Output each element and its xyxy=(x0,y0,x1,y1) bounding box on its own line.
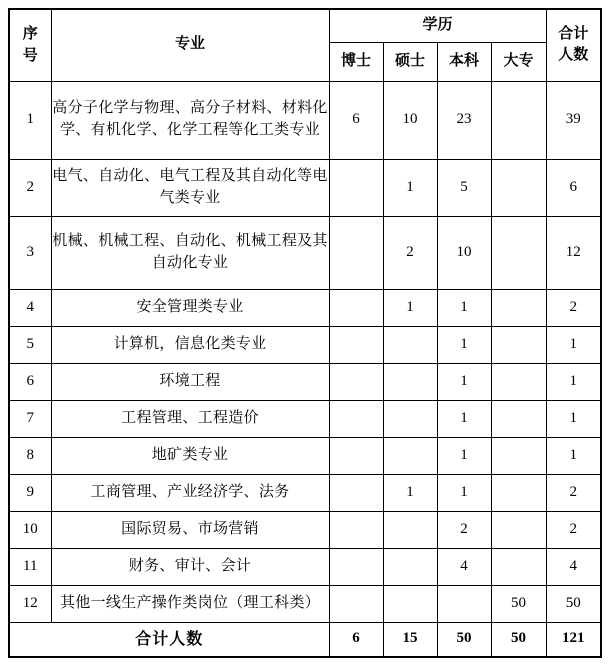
phd-count-cell xyxy=(329,511,383,548)
row-number-cell: 11 xyxy=(9,548,51,585)
total-count-cell: 1 xyxy=(546,326,601,363)
college-count-cell xyxy=(491,474,546,511)
master-count-cell xyxy=(383,585,437,622)
phd-count-cell xyxy=(329,326,383,363)
row-number-cell: 9 xyxy=(9,474,51,511)
row-number-cell: 1 xyxy=(9,81,51,159)
table-row xyxy=(9,474,601,511)
master-count-cell xyxy=(383,548,437,585)
bachelor-count-cell: 5 xyxy=(437,159,491,216)
specialty-cell: 安全管理类专业 xyxy=(51,289,329,326)
specialty-cell: 工程管理、工程造价 xyxy=(51,400,329,437)
header-row-1 xyxy=(9,9,601,42)
college-count-cell xyxy=(491,326,546,363)
master-count-cell xyxy=(383,511,437,548)
phd-count-cell xyxy=(329,159,383,216)
bachelor-count-cell: 1 xyxy=(437,474,491,511)
table-row xyxy=(9,216,601,289)
row-number-cell: 12 xyxy=(9,585,51,622)
specialty-cell: 工商管理、产业经济学、法务 xyxy=(51,474,329,511)
row-number-cell: 8 xyxy=(9,437,51,474)
total-count-cell: 1 xyxy=(546,437,601,474)
header-no-label: 序号 xyxy=(22,25,38,65)
bachelor-count-cell: 1 xyxy=(437,400,491,437)
table-row xyxy=(9,326,601,363)
total-count-cell: 39 xyxy=(546,81,601,159)
bachelor-count-cell: 2 xyxy=(437,511,491,548)
totals-college-cell: 50 xyxy=(491,622,546,657)
phd-count-cell xyxy=(329,548,383,585)
totals-bachelor-cell: 50 xyxy=(437,622,491,657)
table-row xyxy=(9,511,601,548)
header-specialty: 专业 xyxy=(51,9,329,81)
specialty-cell: 机械、机械工程、自动化、机械工程及其自动化专业 xyxy=(51,216,329,289)
total-count-cell: 50 xyxy=(546,585,601,622)
specialty-cell: 环境工程 xyxy=(51,363,329,400)
row-number-cell: 5 xyxy=(9,326,51,363)
college-count-cell xyxy=(491,400,546,437)
specialty-cell: 地矿类专业 xyxy=(51,437,329,474)
header-education: 学历 xyxy=(329,9,546,42)
header-total xyxy=(546,9,601,81)
specialty-cell: 电气、自动化、电气工程及其自动化等电气类专业 xyxy=(51,159,329,216)
row-number-cell: 2 xyxy=(9,159,51,216)
specialty-cell: 高分子化学与物理、高分子材料、材料化学、有机化学、化学工程等化工类专业 xyxy=(51,81,329,159)
master-count-cell: 1 xyxy=(383,289,437,326)
table-row xyxy=(9,585,601,622)
bachelor-count-cell: 1 xyxy=(437,289,491,326)
totals-label-cell: 合计人数 xyxy=(9,622,329,657)
total-count-cell: 2 xyxy=(546,289,601,326)
total-count-cell: 2 xyxy=(546,474,601,511)
specialty-cell: 国际贸易、市场营销 xyxy=(51,511,329,548)
phd-count-cell xyxy=(329,474,383,511)
table-row xyxy=(9,81,601,159)
college-count-cell xyxy=(491,437,546,474)
college-count-cell xyxy=(491,363,546,400)
total-count-cell: 4 xyxy=(546,548,601,585)
row-number-cell: 10 xyxy=(9,511,51,548)
college-count-cell xyxy=(491,216,546,289)
phd-count-cell xyxy=(329,363,383,400)
table-row xyxy=(9,400,601,437)
phd-count-cell xyxy=(329,400,383,437)
header-phd: 博士 xyxy=(329,42,383,81)
college-count-cell xyxy=(491,289,546,326)
table-row xyxy=(9,363,601,400)
bachelor-count-cell: 23 xyxy=(437,81,491,159)
header-master: 硕士 xyxy=(383,42,437,81)
totals-row xyxy=(9,622,601,657)
college-count-cell xyxy=(491,548,546,585)
specialty-cell: 其他一线生产操作类岗位（理工科类） xyxy=(51,585,329,622)
row-number-cell: 4 xyxy=(9,289,51,326)
bachelor-count-cell: 1 xyxy=(437,326,491,363)
total-count-cell: 12 xyxy=(546,216,601,289)
total-count-cell: 1 xyxy=(546,400,601,437)
table-row xyxy=(9,437,601,474)
header-bachelor: 本科 xyxy=(437,42,491,81)
header-college: 大专 xyxy=(491,42,546,81)
master-count-cell: 1 xyxy=(383,474,437,511)
phd-count-cell: 6 xyxy=(329,81,383,159)
bachelor-count-cell xyxy=(437,585,491,622)
row-number-cell: 3 xyxy=(9,216,51,289)
total-count-cell: 2 xyxy=(546,511,601,548)
college-count-cell xyxy=(491,159,546,216)
phd-count-cell xyxy=(329,437,383,474)
college-count-cell xyxy=(491,81,546,159)
row-number-cell: 7 xyxy=(9,400,51,437)
master-count-cell xyxy=(383,400,437,437)
bachelor-count-cell: 10 xyxy=(437,216,491,289)
master-count-cell xyxy=(383,363,437,400)
phd-count-cell xyxy=(329,585,383,622)
totals-total-cell: 121 xyxy=(546,622,601,657)
master-count-cell xyxy=(383,326,437,363)
table-row xyxy=(9,159,601,216)
master-count-cell: 1 xyxy=(383,159,437,216)
master-count-cell xyxy=(383,437,437,474)
master-count-cell: 10 xyxy=(383,81,437,159)
specialty-cell: 财务、审计、会计 xyxy=(51,548,329,585)
specialty-cell: 计算机，信息化类专业 xyxy=(51,326,329,363)
education-requirements-table xyxy=(8,8,602,658)
bachelor-count-cell: 4 xyxy=(437,548,491,585)
table-row xyxy=(9,548,601,585)
total-count-cell: 1 xyxy=(546,363,601,400)
header-no xyxy=(9,9,51,81)
totals-master-cell: 15 xyxy=(383,622,437,657)
master-count-cell: 2 xyxy=(383,216,437,289)
college-count-cell xyxy=(491,511,546,548)
bachelor-count-cell: 1 xyxy=(437,363,491,400)
total-count-cell: 6 xyxy=(546,159,601,216)
phd-count-cell xyxy=(329,216,383,289)
table-row xyxy=(9,289,601,326)
row-number-cell: 6 xyxy=(9,363,51,400)
header-total-label: 合计人数 xyxy=(558,25,589,64)
college-count-cell: 50 xyxy=(491,585,546,622)
totals-phd-cell: 6 xyxy=(329,622,383,657)
bachelor-count-cell: 1 xyxy=(437,437,491,474)
phd-count-cell xyxy=(329,289,383,326)
